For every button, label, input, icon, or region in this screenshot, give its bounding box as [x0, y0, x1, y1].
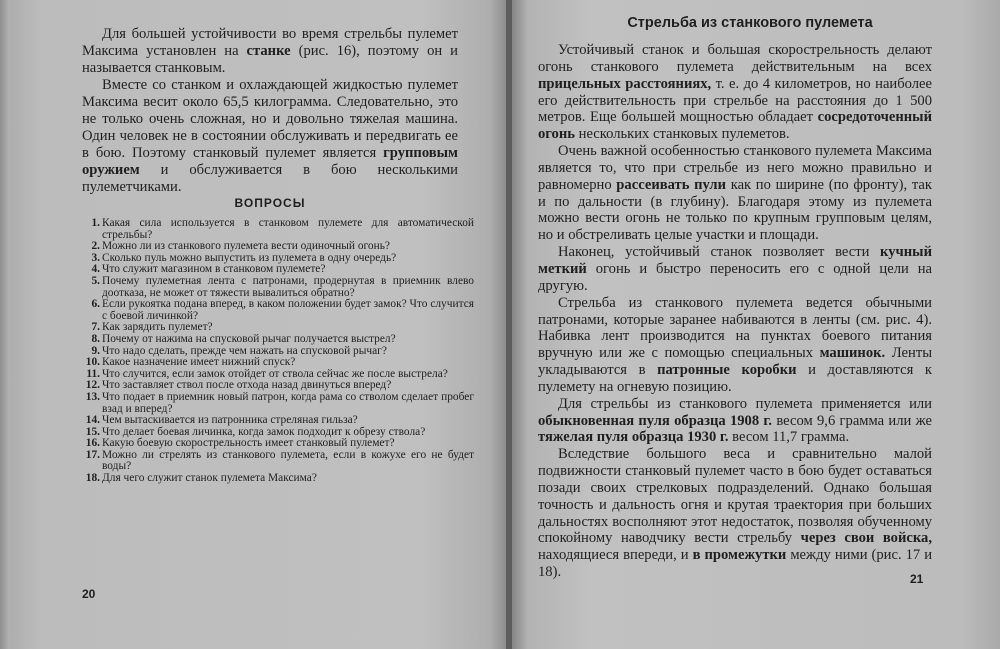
text-run: весом 11,7 грамма.	[728, 429, 850, 446]
page-number-right: 21	[910, 572, 924, 586]
page-edge	[0, 0, 10, 649]
text-run: Для стрельбы из станкового пулемета применяется или	[558, 395, 932, 412]
question-text: Если рукоятка подана вперед, в каком положении будет замок? Что случится с боевой личинкой?	[102, 298, 474, 322]
bold-text: через свои войска,	[800, 530, 932, 547]
question-number: 16.	[85, 437, 100, 450]
question-number: 13.	[85, 390, 100, 403]
left-body-text	[82, 26, 458, 196]
question-text: Какую боевую скорострельность имеет станковый пулемет?	[102, 437, 395, 450]
right-body-text	[538, 42, 932, 581]
question-text: Что случится, если замок отойдет от ствола сейчас же после выстрела?	[102, 367, 448, 380]
question-number: 3.	[91, 251, 100, 264]
text-run: весом 9,6 грамма или же	[772, 412, 932, 429]
question-item	[82, 473, 474, 485]
question-text: Что подает в приемник новый патрон, когда рама со стволом сделает пробег взад и вперед?	[102, 390, 474, 415]
question-text: Что заставляет ствол после отхода назад двинуться вперед?	[102, 379, 392, 392]
paragraph	[82, 26, 458, 77]
question-text: Чем вытаскивается из патронника стреляная гильза?	[102, 414, 358, 427]
right-page-title: Стрельба из станкового пулемета	[627, 15, 873, 31]
question-text: Как зарядить пулемет?	[102, 321, 213, 334]
question-number: 6.	[91, 298, 100, 311]
text-run: т. е. до 4 километров, но наиболее его действительность при стрельбе на расстояния до 1 500 метров. Еще большей мощностью обладает	[538, 75, 933, 126]
text-run: Вследствие большого веса и сравнительно малой подвижности станковый пулемет часто в бою будет оставаться позади своих стрелковых подразделений. Однако большая точность и дальность огня и крутая траектория при больших дальностях восполняют этот недостаток, позволяя обученному спокойному наводчику вести стрельбу	[538, 446, 932, 547]
question-number: 1.	[91, 217, 100, 229]
question-item	[82, 276, 474, 299]
paragraph	[538, 143, 932, 244]
question-text: Какая сила используется в станковом пулемете для автоматической стрельбы?	[102, 217, 474, 241]
paragraph	[82, 77, 458, 196]
bold-text: кучный меткий	[538, 244, 932, 277]
bold-text: станке	[246, 43, 291, 59]
question-item	[82, 450, 474, 473]
question-text: Что служит магазином в станковом пулемете?	[102, 263, 326, 276]
question-number: 5.	[91, 274, 100, 287]
question-item	[82, 299, 474, 322]
questions-list	[82, 218, 474, 485]
question-number: 18.	[85, 472, 100, 485]
question-text: Для чего служит станок пулемета Максима?	[102, 472, 317, 485]
paragraph	[538, 42, 932, 143]
paragraph	[538, 396, 932, 447]
text-run: Наконец, устойчивый станок позволяет вести	[558, 244, 881, 261]
text-run: Стрельба из станкового пулемета ведется обычными патронами, которые заранее набиваются в ленты (см. рис. 4). Набивка лент производится на пунктах боевого питания вручную или же с помощью специальных	[538, 294, 932, 362]
bold-text: патронные коробки	[657, 362, 797, 379]
bold-text: в промежутки	[692, 547, 787, 564]
question-number: 2.	[91, 240, 100, 253]
text-run: Очень важной особенностью станкового пулемета Максима является то, что при стрельбе из него можно правильно и равномерно	[538, 143, 932, 193]
question-text: Почему пулеметная лента с патронами, продернутая в приемник влево доотказа, не может от тяжести вывалиться обратно?	[102, 274, 474, 299]
text-run: как по ширине (по фронту), так и по дальности (в глубину). Благодаря этому из пулемета можно вести огонь не только по крупным групповым целям, но и обстреливать целые участки и площади.	[538, 176, 932, 244]
text-run: и обслуживается в бою несколькими пулеметчиками.	[82, 162, 458, 195]
book-gutter	[506, 0, 512, 649]
text-run: Ленты укладываются в	[538, 345, 932, 379]
text-run: находящиеся впереди, и	[538, 547, 693, 564]
text-run: и доставляются к пулемету на огневую позицию.	[538, 362, 932, 395]
question-text: Что делает боевая личинка, когда замок подходит к обрезу ствола?	[102, 425, 426, 438]
paragraph	[538, 446, 932, 581]
page-number-left: 20	[82, 587, 96, 601]
question-text: Сколько пуль можно выпустить из пулемета в одну очередь?	[102, 251, 397, 264]
bold-text: машинок.	[819, 345, 886, 362]
question-number: 9.	[91, 344, 100, 357]
text-run: Устойчивый станок и большая скорострельность делают огонь станкового пулемета действительным на всех	[538, 42, 932, 75]
questions-heading: ВОПРОСЫ	[234, 196, 306, 210]
question-number: 12.	[85, 379, 100, 392]
question-number: 11.	[86, 367, 100, 380]
text-run: огонь и быстро переносить его с одной цели на другую.	[538, 260, 932, 294]
text-run: нескольких станковых пулеметов.	[574, 126, 790, 143]
bold-text: групповым оружием	[82, 145, 458, 178]
question-number: 15.	[85, 425, 100, 438]
paragraph	[538, 244, 932, 295]
text-run: Вместе со станком и охлаждающей жидкостью пулемет Максима весит около 65,5 килограмма. Следовательно, это не только очень сложная, но и довольно тяжелая машина. Один человек не в состоянии обслуживать и передвигать ее в бою. Поэтому станковый пулемет является	[82, 77, 458, 161]
question-item	[82, 392, 474, 415]
bold-text: обыкновенная пуля образца 1908 г.	[538, 412, 773, 429]
bold-text: тяжелая пуля образца 1930 г.	[538, 429, 729, 446]
bold-text: прицельных расстояниях,	[538, 75, 712, 92]
text-run: Для большей устойчивости во время стрельбы пулемет Максима установлен на	[82, 26, 458, 59]
question-number: 17.	[85, 448, 100, 461]
question-text: Почему от нажима на спусковой рычаг получается выстрел?	[102, 332, 396, 345]
question-text: Что надо сделать, прежде чем нажать на спусковой рычаг?	[102, 344, 387, 357]
question-number: 8.	[91, 332, 100, 345]
text-run: между ними (рис. 17 и 18).	[538, 547, 933, 581]
paragraph	[538, 295, 932, 396]
bold-text: сосредоточенный огонь	[538, 109, 932, 143]
question-text: Какое назначение имеет нижний спуск?	[102, 356, 296, 369]
text-run: (рис. 16), поэтому он и называется станковым.	[82, 43, 458, 76]
question-text: Можно ли из станкового пулемета вести одиночный огонь?	[102, 240, 390, 253]
question-number: 14.	[85, 414, 100, 427]
question-item	[82, 218, 474, 241]
question-text: Можно ли стрелять из станкового пулемета, если в кожухе его не будет воды?	[102, 448, 474, 473]
question-number: 4.	[91, 263, 100, 276]
question-number: 7.	[91, 321, 100, 334]
question-number: 10.	[85, 356, 100, 369]
bold-text: рассеивать пули	[616, 176, 727, 193]
